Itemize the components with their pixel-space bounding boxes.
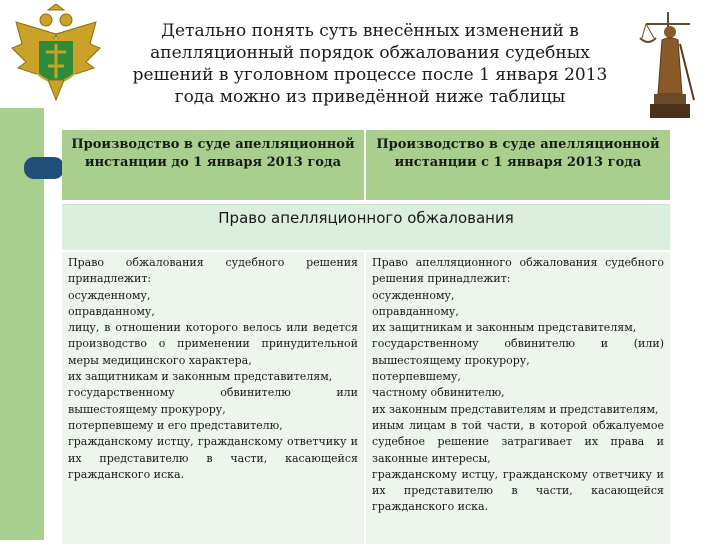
list-item: гражданскому истцу, гражданскому ответчику и их представителю в части, касающейся гражданского иска. (372, 467, 664, 514)
list-item: гражданскому истцу, гражданскому ответчику и их представителю в части, касающейся гражданского иска. (68, 435, 358, 481)
list-item: частному обвинителю, (372, 386, 505, 400)
table-header-row (62, 130, 670, 200)
header-after-2013: Производство в суде апелляционной инстанции с 1 января 2013 года (366, 130, 670, 200)
list-item: оправданному, (68, 304, 155, 318)
list-item: государственному обвинителю или вышестоящему прокурору, (68, 386, 358, 416)
list-item: иным лицам в той части, в которой обжалуемое судебное решение затрагивает их права и законные интересы, (372, 418, 664, 465)
list-item: оправданному, (372, 304, 459, 318)
list-item: Право апелляционного обжалования судебного решения принадлежит: (372, 256, 664, 286)
list-item: государственному обвинителю и (или) вышестоящему прокурору, (372, 337, 664, 367)
list-item: Право обжалования судебного решения принадлежит: (68, 256, 358, 286)
themis-statue-icon (636, 4, 700, 122)
logo (0, 0, 112, 108)
cell-after-2013 (366, 252, 670, 544)
page-title: Детально понять суть внесённых изменений в апелляционный порядок обжалования судебных решений в уголовном процессе после 1 января 2013 года можно из приведённой ниже таблицы (132, 21, 608, 107)
table-row (62, 252, 670, 544)
list-item: их защитникам и законным представителям, (372, 321, 637, 335)
list-item: их защитникам и законным представителям, (68, 370, 333, 384)
header-before-2013: Производство в суде апелляционной инстанции до 1 января 2013 года (62, 130, 366, 200)
list-item: потерпевшему, (372, 370, 461, 384)
emblem-icon (8, 4, 104, 104)
list-item: потерпевшему и его представителю, (68, 418, 283, 432)
themis-statue (636, 4, 700, 126)
section-title: Право апелляционного обжалования (62, 204, 670, 250)
list-item: осужденному, (68, 288, 151, 302)
left-decor-tab (24, 157, 64, 179)
cell-before-2013 (62, 252, 366, 544)
list-item: осужденному, (372, 288, 455, 302)
list-item: лицу, в отношении которого велось или ведется производство о применении принудительной меры медицинского характера, (68, 321, 358, 367)
comparison-table (62, 130, 670, 544)
list-item: их законным представителям и представителям, (372, 402, 659, 416)
